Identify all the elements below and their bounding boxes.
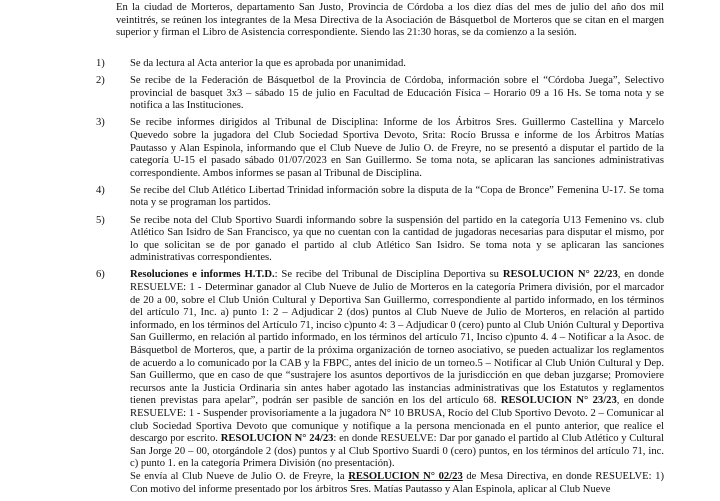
- item-text: Se da lectura al Acta anterior la que es aprobada por unanimidad.: [130, 58, 406, 69]
- item-number: 5): [96, 214, 105, 226]
- item-number: 4): [96, 184, 105, 196]
- agenda-list: [96, 58, 664, 501]
- list-item: [96, 269, 664, 496]
- text-segment: : en donde RESUELVE: Dar por ganado el partido al Club Atlético y Cultural San Jorge 20 – 00, otorgándole 2 (dos) puntos y al Club Sportivo Suardi 0 (cero) puntos, en los términos del artículo 71, inc. c) punto 1. en la categoría Primera División (no presentación).: [130, 433, 664, 470]
- item-number: 3): [96, 117, 105, 129]
- text-segment: , en donde RESUELVE: 1 - Determinar ganador al Club Nueve de Julio de Morteros en la categoría Primera división, por el marcador de 20 a 00, sobre el Club Unión Cultural y Deportiva San Guillermo, correspondiente al partido informado, en los términos del artículo 71, Inc. a) punto 1: 2 – Adjudicar 2 (dos) puntos al Club Nueve de Julio de Morteros, en relación al partido informado, en los términos del Artículo 71, inciso c)punto 4: 3 – Adjudicar 0 (cero) punto al Club Unión Cultural y Deportiva San Guillermo, en relación al partido informado, en los términos del artículo 71, Inciso c)punto 4. 4 – Notificar a la Asoc. de Básquetbol de Morteros, que, a partir de la próxima organización de torneo asociativo, se pueden actualizar los reglamentos de acuerdo a lo comunicado por la CAB y la FBPC, antes del inicio de un torneo.5 – Notificar al Club Unión Cultural y Dep. San Guillermo, que en caso de que “sustrajere los asuntos deportivos de la jurisdicción en que deban juzgarse; Promoviere recursos ante la Justicia Ordinaria sin antes haber agotado las instancias administrativas que los Estatutos y reglamentos tienen previstas para apelar”, podrán ser pasible de sanción en los del artículo 68.: [130, 269, 664, 407]
- text-segment: : Se recibe del Tribunal de Disciplina Deportiva su: [274, 269, 503, 281]
- item-number: 1): [96, 58, 105, 69]
- item-number: 2): [96, 75, 105, 87]
- list-item: [96, 215, 664, 265]
- item-number: 6): [96, 269, 105, 281]
- resolution-reference: RESOLUCION N° 22/23: [502, 269, 618, 281]
- text-segment: Se envía al Club Nueve de Julio O. de Freyre, la: [130, 470, 349, 482]
- resolution-reference: RESOLUCION N° 24/23: [220, 433, 334, 445]
- list-item: [96, 75, 664, 113]
- item-text: [130, 269, 664, 496]
- list-item: [96, 185, 664, 210]
- list-item: [96, 117, 664, 180]
- text-segment: , en donde RESUELVE: 1 - Suspender provisoriamente a la jugadora N° 10 BRUSA, Rocío del Club Sportivo Devoto. 2 – Comunicar al club Sociedad Sportiva Devoto que comunique y notifique a la persona mencionada en el punto anterior, que realice el descargo por escrito.: [130, 395, 664, 445]
- resolution-reference: RESOLUCION N° 02/23: [348, 470, 463, 482]
- item-text: Se recibe de la Federación de Básquetbol de la Provincia de Córdoba, información sobre el “Córdoba Juega”, Selectivo provincial de basquet 3x3 – sábado 15 de julio en Facultad de Educación Física – Horario 09 a 16 Hs. Se toma nota y se notifica a las Instituciones.: [130, 75, 664, 112]
- item-text: Se recibe del Club Atlético Libertad Trinidad información sobre la disputa de la “Copa de Bronce” Femenina U-17. Se toma nota y se programan los partidos.: [130, 184, 664, 209]
- list-item: [96, 58, 664, 71]
- intro-paragraph: En la ciudad de Morteros, departamento San Justo, Provincia de Córdoba a los diez días del mes de julio del año dos mil veintitrés, se reúnen los integrantes de la Mesa Directiva de la Asociación de Básquetbol de Morteros que se citan en el margen superior y firman el Libro de Asistencia correspondiente. Siendo las 21:30 horas, se da comienzo a la sesión.: [116, 2, 664, 39]
- text-segment: de Mesa Directiva, en donde RESUELVE: 1) Con motivo del informe presentado por los árbitros Sres. Matías Pautasso y Alan Espinola, aplicar al Club Nueve: [130, 470, 665, 495]
- item-text: Se recibe nota del Club Sportivo Suardi informando sobre la suspensión del partido en la categoría U13 Femenino vs. club Atlético San Isidro de San Francisco, ya que no cuentan con la cantidad de jugadoras necesarias para disputar el mismo, por lo que solicitan se de por ganado el partido al club Atlético San Isidro. Se toma nota y se aplicaran las sanciones administrativas correspondientes.: [130, 214, 664, 264]
- resolution-reference: RESOLUCION N° 23/23: [500, 395, 617, 407]
- item-text: Se recibe informes dirigidos al Tribunal de Disciplina: Informe de los Árbitros Sres. Guillermo Castellina y Marcelo Quevedo sobre la jugadora del Club Sociedad Sportiva Devoto, Srita: Rocío Brussa e informe de los Árbitros Matías Pautasso y Alan Espinola, informando que el Club Nueve de Julio O. de Freyre, no se presentó a disputar el partido de la categoría U-15 el pasado sábado 01/07/2023 en San Guillermo. Se toma nota, se aplicaran las sanciones administrativas correspondiente. Ambos informes se pasan al Tribunal de Disciplina.: [130, 117, 664, 179]
- section-heading: Resoluciones e informes H.T.D.: [130, 269, 275, 281]
